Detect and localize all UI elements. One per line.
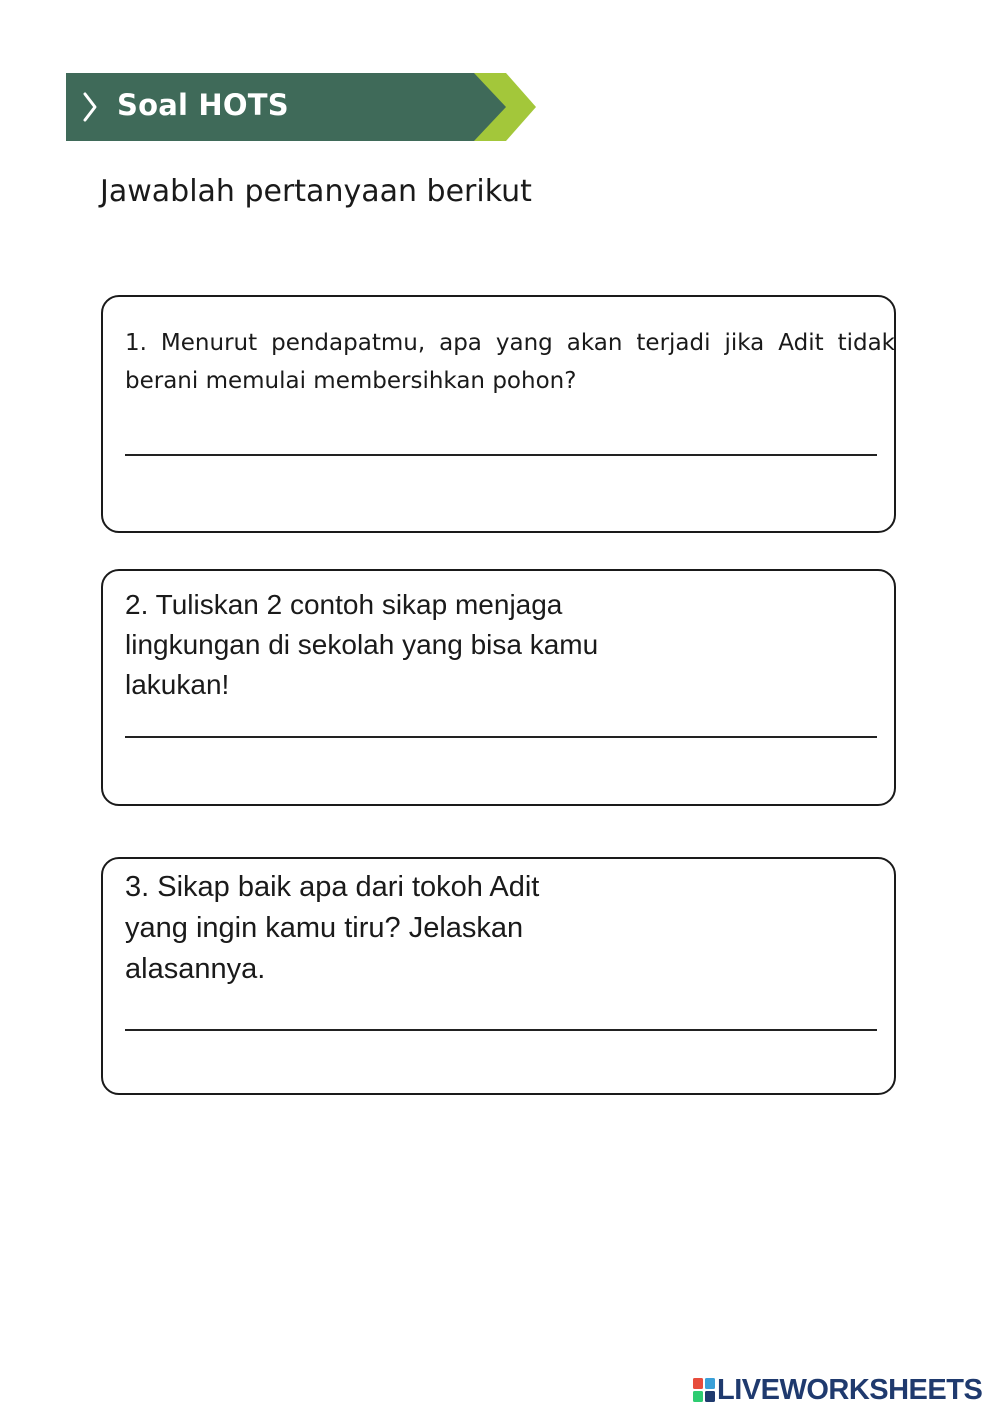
liveworksheets-logo-icon xyxy=(693,1378,715,1402)
question-text-1: 1. Menurut pendapatmu, apa yang akan terjadi jika Adit tidak berani memulai membersihkan pohon? xyxy=(125,330,895,394)
instruction-text: Jawablah pertanyaan berikut xyxy=(100,174,532,209)
chevron-right-icon xyxy=(80,90,100,124)
answer-line-3[interactable] xyxy=(125,1029,877,1031)
question-box-3 xyxy=(101,857,896,1095)
question-box-1 xyxy=(101,295,896,533)
question-text-2: 2. Tuliskan 2 contoh sikap menjaga lingkungan di sekolah yang bisa kamu lakukan! xyxy=(125,589,599,700)
answer-line-2[interactable] xyxy=(125,736,877,738)
answer-line-1[interactable] xyxy=(125,454,877,456)
brand-name: LIVEWORKSHEETS xyxy=(717,1374,983,1406)
question-text-3: 3. Sikap baik apa dari tokoh Adit yang ingin kamu tiru? Jelaskan alasannya. xyxy=(125,871,540,985)
section-title: Soal HOTS xyxy=(117,88,289,122)
question-box-2 xyxy=(101,569,896,806)
